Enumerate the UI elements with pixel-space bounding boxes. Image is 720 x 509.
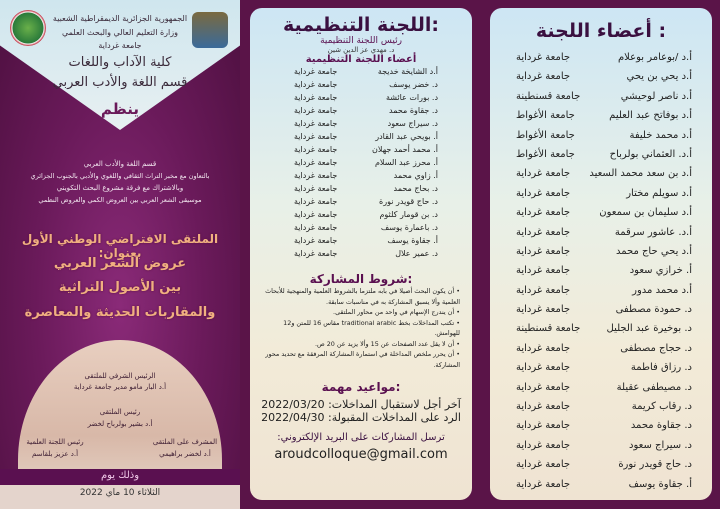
conference-title: بين الأصول التراثية [58, 280, 182, 295]
member-name: أ.د /بوعامر بوعلام [617, 52, 692, 63]
member-university: جامعة قسنطينة [516, 323, 581, 335]
condition-item: • أن يحرر ملخص المداخلة في استمارة المشاركة المرفقة مع تحديد محور المشاركة. [265, 350, 460, 369]
chair-label: رئيس اللجنة التنظيمية [320, 36, 402, 46]
member-row [250, 195, 472, 208]
member-row [250, 182, 472, 195]
conference-date: الثلاثاء 10 ماي 2022 [79, 488, 161, 498]
supervisor-name: أ.د لخضر براهيمي [159, 450, 211, 458]
member-university: جامعة الأغواط [516, 148, 575, 160]
member-university: جامعة غرداية [294, 106, 338, 115]
member-university: جامعة غرداية [516, 168, 571, 180]
member-university: جامعة غرداية [516, 187, 571, 199]
member-name: أ. جقاوة يوسف [628, 478, 692, 490]
member-row [490, 319, 712, 338]
member-row [490, 416, 712, 435]
member-name: أ. جقاوة يوسف [387, 236, 438, 245]
member-row [250, 234, 472, 247]
member-row [490, 300, 712, 319]
member-row [490, 106, 712, 125]
intro-line: موسيقى الشعر العربي بين العروض الكمي والعروض النظمي [38, 196, 202, 204]
member-row [250, 208, 472, 221]
member-row [490, 87, 712, 106]
member-university: جامعة غرداية [516, 381, 571, 393]
member-row [490, 397, 712, 416]
member-name: د. سيراج سعود [387, 119, 438, 128]
member-name: أ.د بن سعد محمد السعيد [589, 168, 692, 180]
member-name: د. حاج قويدر نورة [618, 459, 692, 471]
deadline-submissions: آخر أجل لاستقبال المداخلات: 2022/03/20 [261, 398, 461, 411]
conference-title: الملتقى الافتراضي الوطني الأول بعنوان: [21, 232, 219, 260]
member-name: أ. محمد أحمد جهلان [372, 145, 438, 154]
scientific-chair-name: أ.د عزيز بلقاسم [31, 450, 79, 458]
member-university: جامعة غرداية [516, 342, 571, 354]
member-name: د. حمودة مصطفى [615, 304, 692, 316]
member-university: جامعة غرداية [516, 265, 571, 277]
organizing-committee-title: اللجنة التنظيمية: [282, 14, 440, 36]
member-name: أ. زاوي محمد [393, 171, 438, 180]
member-university: جامعة غرداية [294, 184, 338, 193]
header-ministry: وزارة التعليم العالي والبحث العلمي [62, 28, 178, 37]
committee-members-list [490, 48, 712, 494]
member-row [490, 126, 712, 145]
member-university: جامعة غرداية [516, 245, 571, 257]
chair-label: رئيس الملتقى [99, 408, 141, 416]
member-row [250, 91, 472, 104]
member-university: جامعة غرداية [294, 210, 338, 219]
committee-members-panel [490, 8, 712, 500]
member-row [250, 104, 472, 117]
member-name: د. جقاوة محمد [630, 420, 692, 432]
member-university: جامعة غرداية [516, 304, 571, 316]
committee-members-title: أعضاء اللجنة : [535, 20, 667, 42]
member-row [490, 358, 712, 377]
member-row [250, 156, 472, 169]
member-name: أ.د الشايخة خديجة [377, 67, 438, 76]
supervisor-label: المشرف على الملتقى [152, 438, 218, 446]
member-university: جامعة غرداية [516, 478, 571, 490]
member-row [490, 242, 712, 261]
member-name: أ.د ناصر لوحيشي [620, 90, 692, 102]
member-university: جامعة غرداية [516, 284, 571, 296]
member-name: د. بحاج محمد [393, 184, 438, 193]
member-university: جامعة غرداية [516, 52, 571, 63]
chair-name: أ.د بشير بولرباح لخضر [87, 420, 153, 428]
member-name: د. بوخيرة عبد الجليل [606, 323, 692, 335]
member-university: جامعة غرداية [516, 459, 571, 471]
member-name: د. رقاب كريمة [631, 401, 692, 413]
member-row [250, 143, 472, 156]
member-name: د. عمير علال [395, 249, 438, 258]
member-name: د. مصيطفى عقيلة [616, 381, 692, 393]
member-university: جامعة الأغواط [516, 110, 575, 122]
intro-line: بالتعاون مع مخبر التراث الثقافي واللغوي والأدبي بالجنوب الجزائري [30, 172, 210, 180]
member-university: جامعة غرداية [516, 362, 571, 374]
organizes-label: ينظم [100, 100, 140, 118]
member-name: أ.د محمد مدور [632, 284, 692, 296]
member-university: جامعة غرداية [516, 71, 571, 83]
member-university: جامعة غرداية [294, 132, 338, 141]
intro-line: قسم اللغة والأدب العربي [83, 160, 157, 168]
conditions-title: شروط المشاركة: [309, 272, 413, 286]
member-row [250, 117, 472, 130]
member-university: جامعة غرداية [294, 145, 338, 154]
member-name: أ. محرز عبد السلام [374, 158, 438, 167]
condition-item: • أن يندرج الإسهام في واحد من محاور الملتقى. [333, 308, 460, 316]
member-name: د. خضر يوسف [389, 80, 438, 89]
department-name: قسم اللغة والأدب العربي [52, 75, 188, 90]
member-university: جامعة غرداية [294, 93, 338, 102]
member-name: د. باعمارة يوسف [380, 223, 438, 232]
member-university: جامعة غرداية [294, 119, 338, 128]
member-university: جامعة غرداية [516, 226, 571, 238]
member-name: أ. خرازي سعود [629, 265, 692, 277]
member-name: د. بورات عائشة [385, 93, 438, 102]
member-name: أ.د. عاشور سرقمة [614, 226, 692, 238]
member-university: جامعة غرداية [294, 236, 338, 245]
member-row [490, 203, 712, 222]
member-university: جامعة غرداية [294, 80, 338, 89]
conference-title: والمقاربات الحديثة والمعاصرة [24, 305, 216, 320]
conference-title: عروض الشعر العربي [53, 256, 187, 271]
member-name: د. حجاج مصطفى [620, 342, 692, 354]
member-name: د. بن قومار كلثوم [379, 210, 438, 219]
member-row [490, 475, 712, 494]
member-university: جامعة غرداية [294, 67, 338, 76]
day-label: وذلك يوم [100, 470, 140, 481]
member-row [250, 78, 472, 91]
member-row [490, 223, 712, 242]
dates-title: مواعيد مهمة: [321, 380, 401, 394]
member-university: جامعة غرداية [516, 439, 571, 451]
member-name: أ.د يحي حاج محمد [615, 245, 692, 257]
poster-cover-panel [0, 0, 240, 509]
member-row [250, 65, 472, 78]
honorary-chair-name: أ.د البار مامو مدير جامعة غرداية [73, 383, 167, 391]
member-row [250, 130, 472, 143]
member-name: أ. بويحي عبد القادر [375, 132, 438, 141]
member-row [250, 247, 472, 260]
member-university: جامعة غرداية [294, 197, 338, 206]
organizing-members-list [250, 65, 472, 260]
condition-item: • أن لا يقل عدد الصفحات عن 15 وألا يزيد عن 20 ص. [314, 339, 460, 348]
chair-name: د. مهدي عز الدين شين [327, 46, 395, 54]
member-row [490, 261, 712, 280]
member-row [490, 339, 712, 358]
members-label: أعضاء اللجنة التنظيمية [305, 54, 417, 65]
member-name: أ.د سليمان بن سمعون [599, 207, 692, 219]
member-row [490, 164, 712, 183]
scientific-chair-label: رئيس اللجنة العلمية [26, 438, 84, 446]
condition-item: • تكتب المداخلات بخط traditional arabic مقاس 16 للمتن و12 للهوامش. [283, 318, 460, 337]
honorary-chair-label: الرئيس الشرفي للملتقى [84, 372, 156, 380]
member-university: جامعة غرداية [294, 249, 338, 258]
header-republic: الجمهورية الجزائرية الديمقراطية الشعبية [52, 14, 188, 23]
member-name: د. جقاوة محمد [389, 106, 438, 115]
deadline-acceptance: الرد على المداخلات المقبولة: 2022/04/30 [261, 411, 461, 424]
member-row [490, 281, 712, 300]
member-row [490, 67, 712, 86]
member-name: د. سيراج سعود [629, 439, 692, 451]
member-name: أ.د يحي بن يحي [626, 71, 692, 83]
member-row [490, 455, 712, 474]
member-name: أ.د سويلم مختار [626, 187, 692, 199]
member-university: جامعة قسنطينة [516, 90, 581, 102]
member-university: جامعة غرداية [294, 158, 338, 167]
member-name: د. حاج قويدر نورة [379, 197, 438, 206]
member-university: جامعة غرداية [516, 420, 571, 432]
member-university: جامعة غرداية [294, 223, 338, 232]
contact-email[interactable]: aroudcolloque@gmail.com [274, 447, 448, 462]
member-university: جامعة الأغواط [516, 129, 575, 141]
intro-line: وبالاشتراك مع فرقة مشروع البحث التكويني [56, 184, 184, 192]
member-row [490, 145, 712, 164]
member-university: جامعة غرداية [516, 401, 571, 413]
header-university: جامعة غرداية [98, 41, 142, 50]
condition-item: • أن يكون البحث أصيلا في بابه ملتزما بالشروط العلمية والمنهجية للأبحاث العلمية وألا يسبق المشاركة به في مناسبات سابقة. [265, 287, 460, 306]
member-university: جامعة غرداية [516, 207, 571, 219]
member-name: أ.د بوفاتح عبد العليم [609, 110, 692, 122]
email-label: ترسل المشاركات على البريد الإلكتروني: [277, 432, 445, 443]
faculty-name: كلية الآداب واللغات [68, 55, 172, 70]
member-name: أ.د. العثماني بولرباح [609, 148, 692, 160]
member-university: جامعة غرداية [294, 171, 338, 180]
member-row [250, 169, 472, 182]
member-row [490, 436, 712, 455]
organizing-committee-panel [250, 8, 472, 500]
member-row [490, 48, 712, 67]
member-row [490, 378, 712, 397]
member-row [490, 184, 712, 203]
member-name: د. رزاق فاطمة [630, 362, 692, 374]
member-name: أ.د محمد خليفة [629, 129, 692, 141]
conditions-list [250, 286, 472, 370]
member-row [250, 221, 472, 234]
